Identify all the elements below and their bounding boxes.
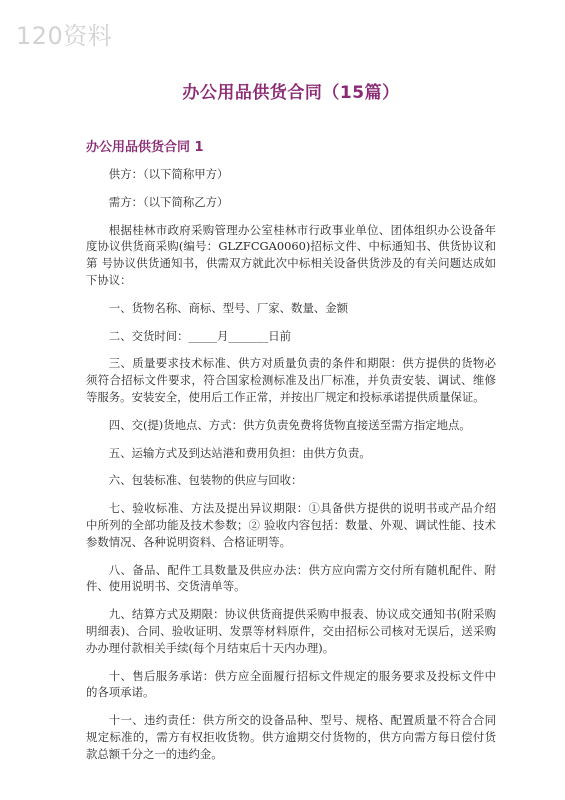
paragraph: 七、验收标准、方法及提出异议期限：①具备供方提供的说明书或产品介绍中所列的全部功能及技术参数；② 验收内容包括：数量、外观、调试性能、技术参数情况、各种说明资料、合格证明等。: [86, 501, 496, 549]
paragraph: 九、结算方式及期限：协议供货商提供采购申报表、协议成交通知书(附采购明细表)、合同、验收证明、发票等材料原件，交由招标公司核对无误后，送采购办办理付款相关手续(每个月结束后十天内办理)。: [86, 607, 496, 655]
document-title: 办公用品供货合同（15篇）: [182, 83, 400, 103]
paragraph: 四、交(提)货地点、方式：供方负责免费将货物直接送至需方指定地点。: [108, 417, 471, 432]
paragraph: 一、货物名称、商标、型号、厂家、数量、金额: [108, 300, 349, 315]
paragraph: 三、质量要求技术标准、供方对质量负责的条件和期限：供方提供的货物必须符合招标文件要求，符合国家检测标准及出厂标准，并负责安装、调试、维修等服务。安装安全，使用后工作正常，并按出厂规定和投标承诺提供质量保证。: [86, 356, 496, 404]
paragraph: 根据桂林市政府采购管理办公室桂林市行政事业单位、团体组织办公设备年度协议供货商采购(编号：GLZFCGA0060)招标文件、中标通知书、供货协议和第 号协议供货通知书，供需双方就此次中标相关设备供货涉及的有关问题达成如下协议：: [86, 222, 496, 287]
paragraph: 需方：（以下简称乙方）: [108, 194, 229, 209]
paragraph: 五、运输方式及到达站港和费用负担：由供方负责。: [108, 445, 371, 460]
paragraph: 二、交货时间：_____月_______日前: [108, 328, 292, 343]
paragraph: 十、售后服务承诺：供方应全面履行招标文件规定的服务要求及投标文件中的各项承诺。: [86, 668, 496, 700]
section-title: 办公用品供货合同 1: [86, 140, 204, 155]
paragraph: 六、包装标准、包装物的供应与回收：: [108, 473, 303, 488]
paragraph: 十一、违约责任：供方所交的设备品种、型号、规格、配置质量不符合合同规定标准的，需方有权拒收货物。供方逾期交付货物的，供方向需方每日偿付货款总额千分之一的违约金。: [86, 713, 496, 761]
watermark-logo: 120资料: [16, 22, 113, 50]
paragraph: 八、备品、配件工具数量及供应办法：供方应向需方交付所有随机配件、附件、使用说明书、交货清单等。: [86, 562, 496, 594]
paragraph: 供方：（以下简称甲方）: [108, 167, 229, 181]
document-body: [86, 166, 496, 774]
